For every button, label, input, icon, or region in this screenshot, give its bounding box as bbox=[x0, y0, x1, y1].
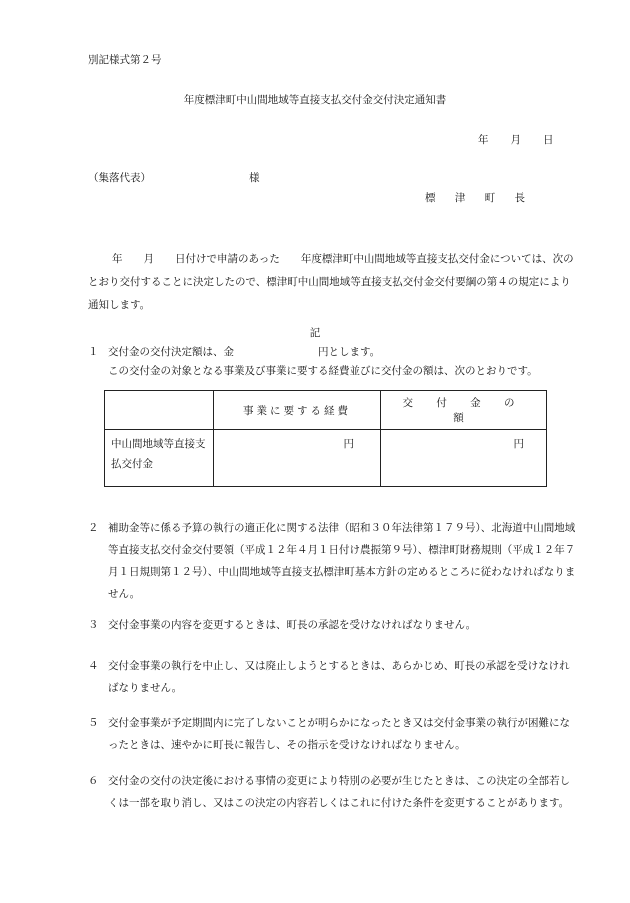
date-line bbox=[478, 132, 554, 147]
table-header-blank bbox=[105, 391, 214, 430]
recipient bbox=[88, 170, 260, 185]
item-5 bbox=[88, 712, 578, 756]
grant-table bbox=[104, 390, 547, 487]
item-text: 交付金の交付の決定後における事情の変更により特別の必要が生じたときは、この決定の全部若しくは一部を取り消し、又はこの決定の内容若しくはこれに付けた条件を変更することがあります。 bbox=[108, 775, 570, 809]
item-3 bbox=[88, 614, 578, 636]
item-number: ３ bbox=[88, 619, 99, 631]
item-number: ６ bbox=[88, 775, 99, 787]
item-6 bbox=[88, 770, 578, 814]
table-header-cost: 事業に要する経費 bbox=[214, 391, 381, 430]
item-number: ４ bbox=[88, 660, 99, 672]
table-cell-cost: 円 bbox=[214, 430, 381, 487]
item-4 bbox=[88, 655, 578, 699]
item-text: 補助金等に係る予算の執行の適正化に関する法律（昭和３０年法律第１７９号）、北海道中山間地域等直接支払交付金交付要領（平成１２年４月１日付け農振第９号）、標津町財務規則（平成１２年７月１日規則第１２号）、中山間地域等直接支払標津町基本方針の定めるところに従わなければなりません。 bbox=[108, 522, 576, 600]
item-number: ２ bbox=[88, 522, 99, 534]
date-day: 日 bbox=[543, 134, 554, 146]
document-title: 年度標津町中山間地域等直接支払交付金交付決定通知書 bbox=[183, 94, 447, 106]
recipient-label: （集落代表） bbox=[88, 172, 151, 184]
item-number: １ bbox=[88, 346, 99, 358]
item-2 bbox=[88, 517, 578, 605]
date-month: 月 bbox=[510, 134, 521, 146]
table-header-amount: 交 付 金 の 額 bbox=[381, 391, 547, 430]
item-1 bbox=[88, 341, 578, 363]
table-cell-name: 中山間地域等直接支払交付金 bbox=[105, 430, 214, 487]
item-number: ５ bbox=[88, 717, 99, 729]
issuer: 標 津 町 長 bbox=[425, 192, 534, 204]
table-row bbox=[105, 430, 547, 487]
item-text: 交付金の交付決定額は、金 円とします。 bbox=[108, 346, 381, 358]
item-text: 交付金事業の執行を中止し、又は廃止しようとするときは、あらかじめ、町長の承認を受けなければなりません。 bbox=[108, 660, 570, 694]
ki-heading: 記 bbox=[309, 327, 321, 339]
intro-paragraph: 年 月 日付けで申請のあった 年度標津町中山間地域等直接支払交付金については、次のとおり交付することに決定したので、標津町中山間地域等直接支払交付金交付要綱の第４の規定により通知します。 bbox=[88, 253, 574, 311]
date-year: 年 bbox=[478, 134, 489, 146]
item-1-sub: この交付金の対象となる事業及び事業に要する経費並びに交付金の額は、次のとおりです。 bbox=[108, 365, 538, 377]
form-number: 別記様式第２号 bbox=[88, 54, 162, 66]
recipient-honorific: 様 bbox=[249, 172, 260, 184]
item-text: 交付金事業の内容を変更するときは、町長の承認を受けなければなりません。 bbox=[108, 619, 477, 631]
item-text: 交付金事業が予定期間内に完了しないことが明らかになったとき又は交付金事業の執行が困難になったときは、速やかに町長に報告し、その指示を受けなければなりません。 bbox=[108, 717, 570, 751]
table-header-row bbox=[105, 391, 547, 430]
table-cell-amount: 円 bbox=[381, 430, 547, 487]
